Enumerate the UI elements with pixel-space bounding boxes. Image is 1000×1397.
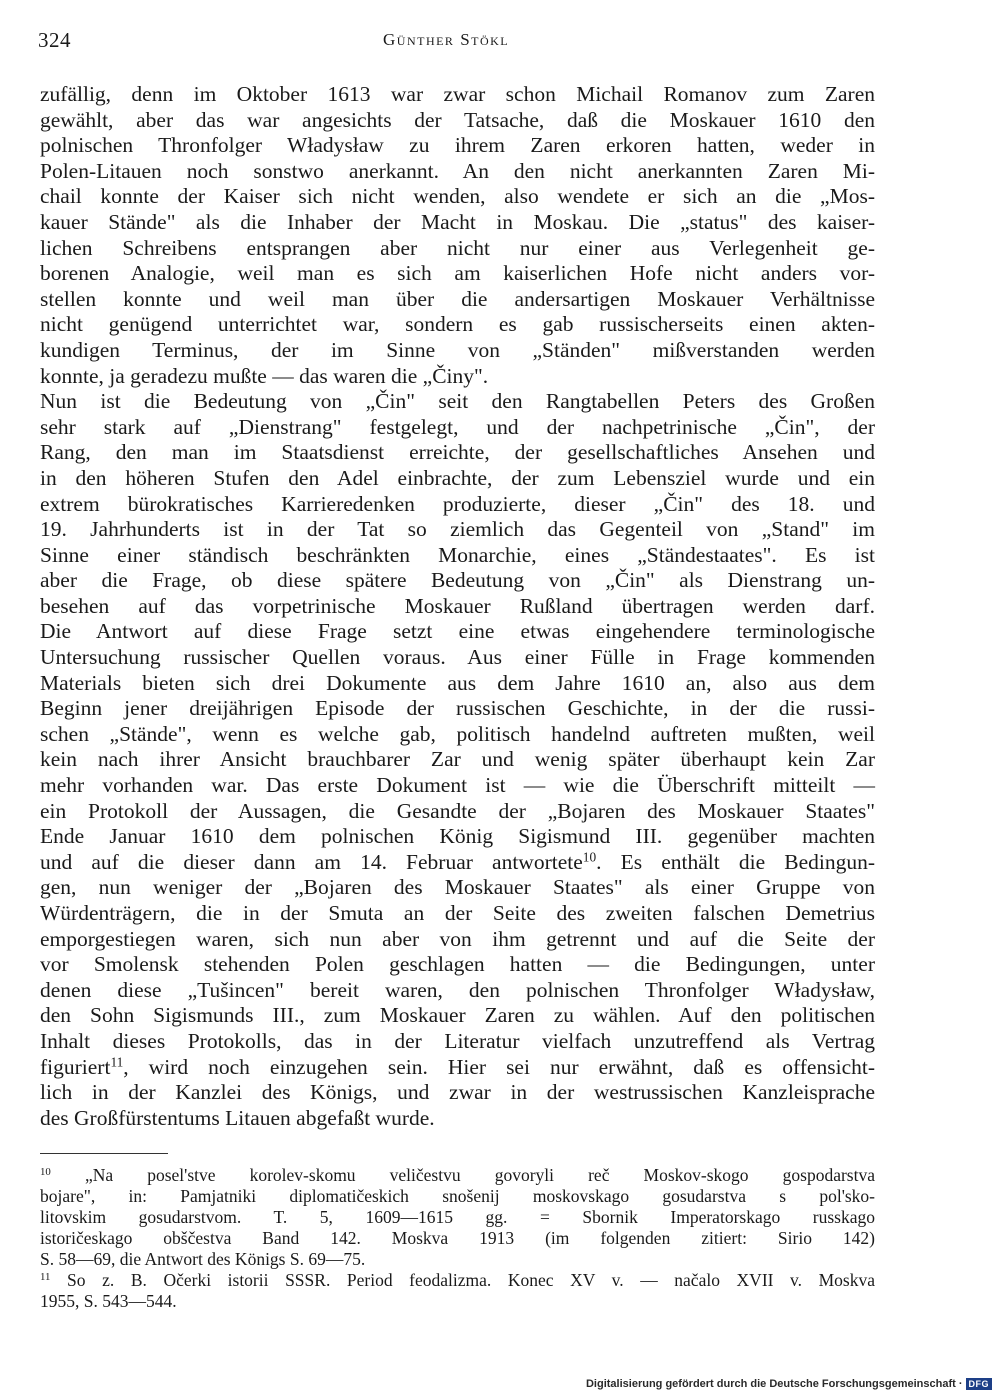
body-line [40, 1055, 875, 1081]
footnotes [40, 1165, 875, 1312]
footnote-rule [40, 1153, 168, 1154]
body-line: Ende Januar 1610 dem polnischen König Sigismund III. gegenüber machten [40, 824, 875, 849]
body-line-text: figuriert [40, 1054, 111, 1079]
body-line: sehr stark auf „Dienstrang" festgelegt, und der nachpetrinische „Čin", der [40, 414, 875, 439]
body-line: des Großfürstentums Litauen abgefaßt wurde. [40, 1105, 435, 1130]
body-line: Nun ist die Bedeutung von „Čin" seit den Rangtabellen Peters des Großen [40, 389, 875, 414]
body-line-text: , wird noch einzugehen sein. Hier sei nur erwähnt, daß es offensicht- [123, 1054, 875, 1079]
body-line: Rang, den man im Staatsdienst erreichte, der gesellschaftliches Ansehen und [40, 440, 875, 465]
credit-text: Digitalisierung gefördert durch die Deutsche Forschungsgemeinschaft · [585, 1378, 963, 1390]
body-line [40, 850, 875, 876]
body-line: schen „Stände", wenn es welche gab, politisch handelnd auftreten mußten, weil [40, 721, 875, 746]
body-line: in den höheren Stufen den Adel einbrachte, der zum Lebensziel wurde und ein [40, 465, 875, 490]
body-line: den Sohn Sigismunds III., zum Moskauer Zaren zu wählen. Auf den politischen [40, 1003, 875, 1028]
body-line: ein Protokoll der Aussagen, die Gesandte der „Bojaren des Moskauer Staates" [40, 798, 875, 823]
body-line: lichen Schreibens entsprangen aber nicht nur einer aus Verlegenheit ge- [40, 235, 875, 260]
footnote-10-text: „Na posel'stve korolev-skomu veličestvu govoryli reč Moskov-skogo gospodarstva [84, 1165, 876, 1185]
body-line: chail konnte der Kaiser sich nicht wenden, also wendete er sich an die „Mos- [40, 184, 875, 209]
body-line: 19. Jahrhunderts ist in der Tat so ziemlich das Gegenteil von „Stand" im [40, 517, 875, 542]
body-line: zufällig, denn im Oktober 1613 war zwar schon Michail Romanov zum Zaren [40, 82, 875, 106]
body-line: stellen konnte und weil man über die andersartigen Moskauer Verhältnisse [40, 286, 875, 311]
body-line: Sinne einer ständisch beschränkten Monarchie, eines „Ständestaates". Es ist [40, 542, 875, 567]
footnote-10-number: 10 [40, 1166, 51, 1179]
footnote-11-line: 1955, S. 543—544. [40, 1291, 177, 1311]
body-line: gewählt, aber das war angesichts der Tatsache, daß die Moskauer 1610 den [40, 107, 875, 132]
footnote-11-number: 11 [40, 1271, 51, 1284]
page-header [38, 28, 878, 58]
body-line: Beginn jener dreijährigen Episode der russischen Geschichte, in der die russi- [40, 696, 875, 721]
footnote-10-line: istoričeskago obščestva Band 142. Moskva 1913 (im folgenden zitiert: Sirio 142) [40, 1228, 875, 1248]
dfg-logo-icon: DFG [966, 1378, 993, 1390]
body-line: extrem bürokratisches Karrieredenken produzierte, dieser „Čin" des 18. und [40, 491, 875, 516]
body-line: kundigen Terminus, der im Sinne von „Ständen" mißverstanden werden [40, 337, 875, 362]
footnote-10-line: litovskim gosudarstvom. T. 5, 1609—1615 gg. = Sbornik Imperatorskago russkago [40, 1207, 875, 1227]
body-line: Polen-Litauen noch sonstwo anerkannt. An den nicht anerkannten Zaren Mi- [40, 158, 875, 183]
footnote-11-text: So z. B. Očerki istorii SSSR. Period feodalizma. Konec XV v. — načalo XVII v. Moskva [67, 1270, 876, 1290]
body-line: Die Antwort auf diese Frage setzt eine etwas eingehendere terminologische [40, 619, 875, 644]
body-line: emporgestiegen waren, sich nun aber von ihm getrennt und auf die Seite der [40, 926, 875, 951]
body-line: gen, nun weniger der „Bojaren des Moskauer Staates" als einer Gruppe von [40, 875, 875, 900]
body-line: Inhalt dieses Protokolls, das in der Literatur vielfach unzutreffend als Vertrag [40, 1028, 875, 1053]
body-line: denen diese „Tušincen" bereit waren, den polnischen Thronfolger Władysław, [40, 977, 875, 1002]
body-line: besehen auf das vorpetrinische Moskauer Rußland übertragen werden darf. [40, 593, 875, 618]
footnote-10-line: bojare", in: Pamjatniki diplomatičeskich snošenij moskovskago gosudarstva s pol'sko- [40, 1186, 875, 1206]
body-line: Materials bieten sich drei Dokumente aus dem Jahre 1610 an, also aus dem [40, 670, 875, 695]
body-line: vor Smolensk stehenden Polen geschlagen hatten — die Bedingungen, unter [40, 952, 875, 977]
footnote-ref-10[interactable]: 10 [582, 849, 597, 865]
digitization-credit [586, 1378, 992, 1390]
body-line: kauer Stände" als die Inhaber der Macht in Moskau. Die „status" des kaiser- [40, 209, 875, 234]
body-line: Würdenträgern, die in der Smuta an der Seite des zweiten falschen Demetrius [40, 901, 875, 925]
body-line: mehr vorhanden war. Das erste Dokument ist — wie die Überschrift mitteilt — [40, 773, 875, 798]
body-line: lich in der Kanzlei des Königs, und zwar in der westrussischen Kanzleisprache [40, 1080, 875, 1105]
body-text [40, 82, 875, 1131]
body-line: kein nach ihrer Ansicht brauchbarer Zar und wenig später überhaupt kein Zar [40, 747, 875, 772]
body-line: aber die Frage, ob diese spätere Bedeutung von „Čin" als Dienstrang un- [40, 568, 875, 593]
page-number: 324 [38, 28, 71, 52]
body-line: konnte, ja geradezu mußte — das waren die „Činy". [40, 363, 489, 388]
footnote-11-line [40, 1270, 875, 1291]
body-line-text: . Es enthält die Bedingun- [596, 849, 875, 874]
body-line: borenen Analogie, weil man es sich am kaiserlichen Hofe nicht anders vor- [40, 261, 875, 286]
body-line: nicht genügend unterrichtet war, sondern es gab russischerseits einen akten- [40, 312, 875, 337]
body-line: Untersuchung russischer Quellen voraus. Aus einer Fülle in Frage kommenden [40, 645, 875, 670]
body-line-text: und auf die dieser dann am 14. Februar antwortete [40, 849, 583, 874]
footnote-ref-11[interactable]: 11 [110, 1054, 124, 1070]
running-head: Günther Stökl [383, 30, 510, 49]
footnote-10-line [40, 1165, 875, 1186]
footnote-10-line: S. 58—69, die Antwort des Königs S. 69—75. [40, 1249, 366, 1269]
body-line: polnischen Thronfolger Władysław zu ihrem Zaren erkoren hatten, weder in [40, 133, 875, 158]
